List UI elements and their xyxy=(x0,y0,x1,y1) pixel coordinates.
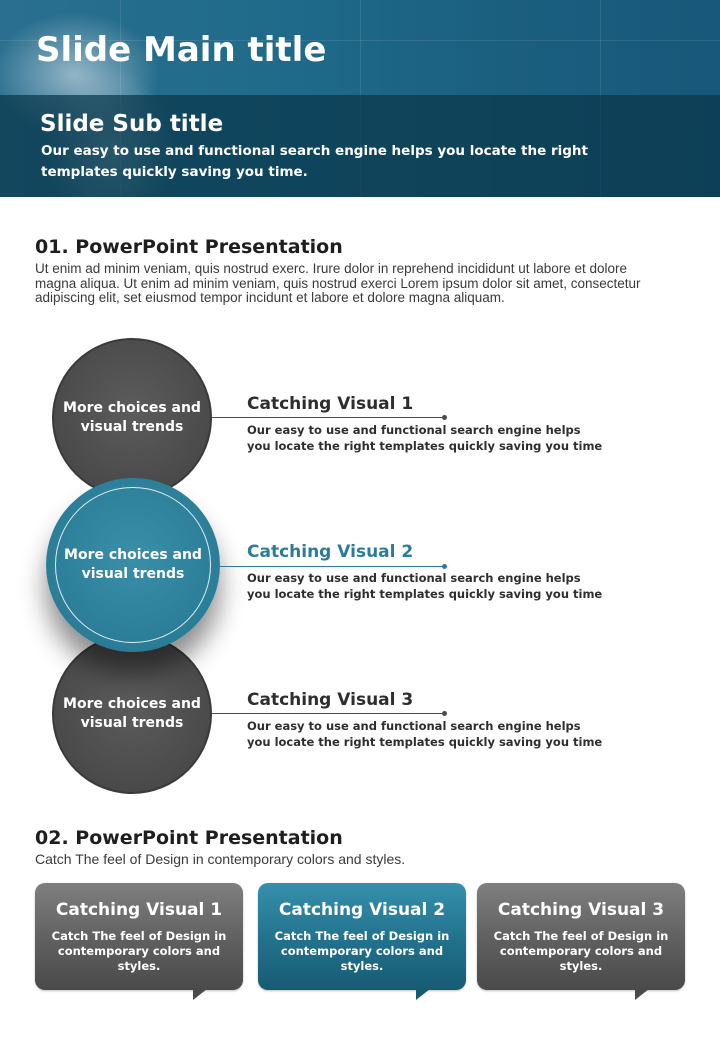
section2-title: 02. PowerPoint Presentation xyxy=(35,827,343,849)
speech-card-tail xyxy=(416,989,430,1000)
catching-visual-1-description: Our easy to use and functional search engine helps you locate the right templates quickly saving you time xyxy=(247,423,603,453)
slide-sub-title: Slide Sub title xyxy=(40,111,224,137)
connector-dot-3 xyxy=(442,711,447,716)
slide-sub-description: Our easy to use and functional search engine helps you locate the right templates quickly saving you time. xyxy=(41,143,588,180)
connector-dot-2 xyxy=(442,564,447,569)
circle-item-3 xyxy=(52,634,212,794)
catching-visual-3-title: Catching Visual 3 xyxy=(247,690,414,710)
speech-card-2-title: Catching Visual 2 xyxy=(278,900,446,920)
speech-card-tail xyxy=(193,989,207,1000)
catching-visual-2-title: Catching Visual 2 xyxy=(247,542,414,562)
speech-card-tail xyxy=(635,989,649,1000)
header-banner xyxy=(0,0,720,197)
connector-dot-1 xyxy=(442,415,447,420)
section1-body: Ut enim ad minim veniam, quis nostrud exerc. Irure dolor in reprehend incididunt ut labore et dolore magna aliqua. Ut enim ad minim veniam, quis nostrud exerci Lorem ipsum dolor sit amet, consectetur adipiscing elit, set eiusmod tempor incidunt et labore et dolore magna aliquam. xyxy=(35,261,641,305)
connector-line-3 xyxy=(212,713,444,714)
speech-card-1-description: Catch The feel of Design in contemporary colors and styles. xyxy=(51,929,227,973)
slide-main-title: Slide Main title xyxy=(36,30,327,70)
speech-card-1-title: Catching Visual 1 xyxy=(55,900,223,920)
catching-visual-3-description: Our easy to use and functional search engine helps you locate the right templates quickly saving you time xyxy=(247,719,603,749)
circle-item-3-text: More choices and visual trends xyxy=(63,696,201,731)
circle-item-1-text: More choices and visual trends xyxy=(63,400,201,435)
speech-card-1 xyxy=(35,883,243,990)
circle-item-2-text: More choices and visual trends xyxy=(64,547,202,582)
speech-card-2-description: Catch The feel of Design in contemporary colors and styles. xyxy=(274,929,450,973)
catching-visual-2-description: Our easy to use and functional search engine helps you locate the right templates quickly saving you time xyxy=(247,571,603,601)
section1-title: 01. PowerPoint Presentation xyxy=(35,236,343,258)
speech-card-2 xyxy=(258,883,466,990)
section2-body: Catch The feel of Design in contemporary colors and styles. xyxy=(35,851,406,867)
connector-line-2 xyxy=(218,566,444,567)
connector-line-1 xyxy=(212,417,444,418)
speech-card-3-title: Catching Visual 3 xyxy=(497,900,665,920)
speech-card-3-description: Catch The feel of Design in contemporary colors and styles. xyxy=(493,929,669,973)
catching-visual-1-title: Catching Visual 1 xyxy=(247,394,414,414)
speech-card-3 xyxy=(477,883,685,990)
circle-item-2-highlighted xyxy=(46,478,220,652)
circle-item-1 xyxy=(52,338,212,498)
